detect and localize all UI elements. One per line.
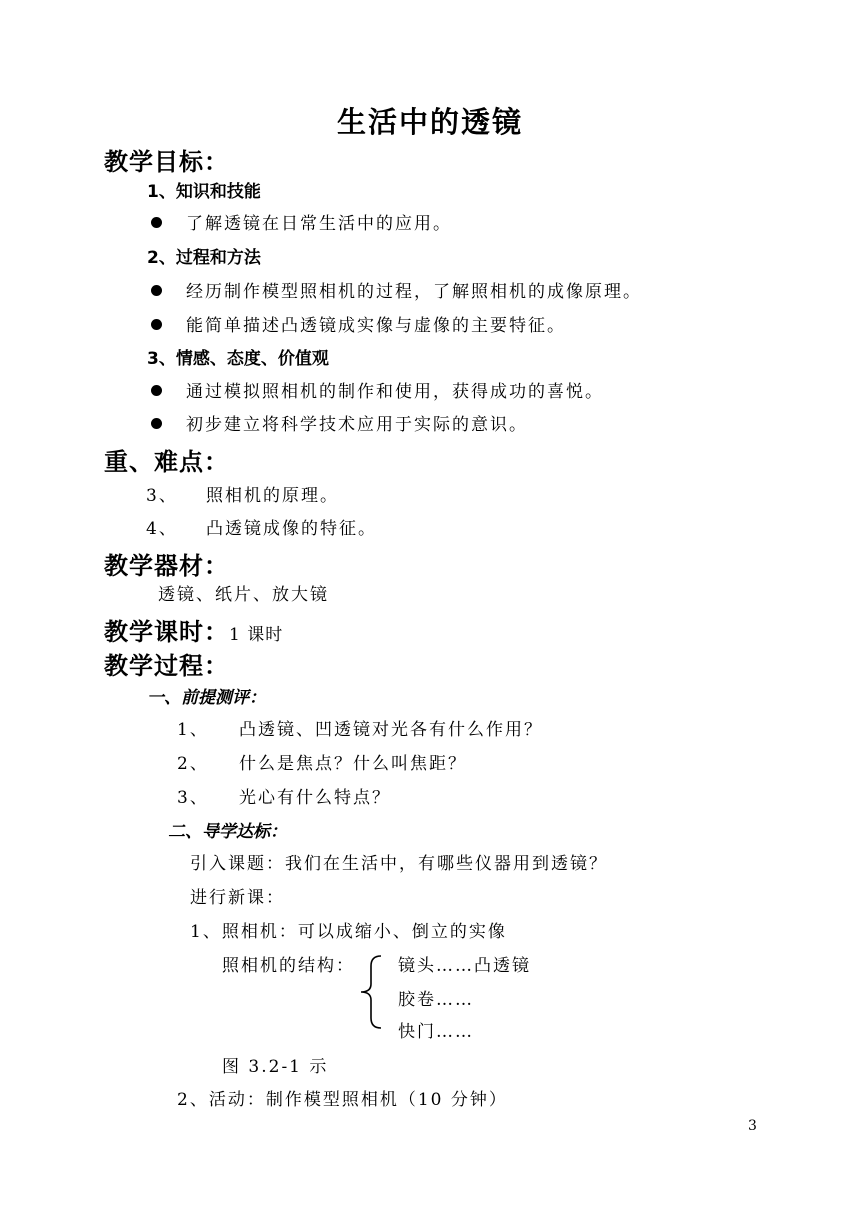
materials-heading: 教学器材： <box>104 552 229 580</box>
lesson-time-heading: 教学课时： <box>104 618 229 646</box>
lesson-time-row <box>104 612 283 647</box>
structure-item: 胶卷…… <box>398 990 474 1010</box>
question-item: 1、 凸透镜、凹透镜对光各有什么作用？ <box>177 720 543 740</box>
section1-heading: 一、前提测评： <box>147 688 266 708</box>
bullet-icon <box>151 319 162 330</box>
intro-text: 引入课题：我们在生活中，有哪些仪器用到透镜？ <box>190 854 608 874</box>
bullet-icon <box>151 285 162 296</box>
emotion-heading: 3、情感、态度、价值观 <box>147 349 329 369</box>
structure-label: 照相机的结构： <box>222 956 355 976</box>
key-point-item: 3、 照相机的原理。 <box>146 486 339 506</box>
objectives-heading: 教学目标： <box>104 148 229 176</box>
knowledge-heading: 1、知识和技能 <box>147 182 261 202</box>
objective-item: 经历制作模型照相机的过程，了解照相机的成像原理。 <box>151 277 642 302</box>
question-item: 2、 什么是焦点？什么叫焦距？ <box>177 754 467 774</box>
structure-item: 快门…… <box>398 1022 474 1042</box>
brace-icon <box>353 952 385 1032</box>
figure-caption: 图 3.2-1 示 <box>222 1057 329 1077</box>
new-lesson-text: 进行新课： <box>190 888 285 908</box>
objective-item: 通过模拟照相机的制作和使用，获得成功的喜悦。 <box>151 377 604 402</box>
structure-item: 镜头……凸透镜 <box>398 956 531 976</box>
key-points-heading: 重、难点： <box>104 448 229 476</box>
bullet-icon <box>151 418 162 429</box>
procedure-heading: 教学过程： <box>104 652 229 680</box>
materials-text: 透镜、纸片、放大镜 <box>158 585 329 605</box>
section2-heading: 二、导学达标： <box>168 822 287 842</box>
bullet-icon <box>151 217 162 228</box>
camera-text: 1、照相机：可以成缩小、倒立的实像 <box>190 922 507 942</box>
page-number: 3 <box>748 1118 757 1134</box>
question-item: 3、 光心有什么特点？ <box>177 788 391 808</box>
lesson-time-value: 1 课时 <box>229 625 284 645</box>
key-point-item: 4、 凸透镜成像的特征。 <box>146 519 377 539</box>
bullet-icon <box>151 385 162 396</box>
page-title: 生活中的透镜 <box>336 105 523 139</box>
objective-item: 初步建立将科学技术应用于实际的意识。 <box>151 410 528 435</box>
objective-item: 能简单描述凸透镜成实像与虚像的主要特征。 <box>151 311 566 336</box>
process-heading: 2、过程和方法 <box>147 248 261 268</box>
activity-text: 2、活动：制作模型照相机（10 分钟） <box>177 1090 508 1110</box>
objective-item: 了解透镜在日常生活中的应用。 <box>151 209 452 234</box>
